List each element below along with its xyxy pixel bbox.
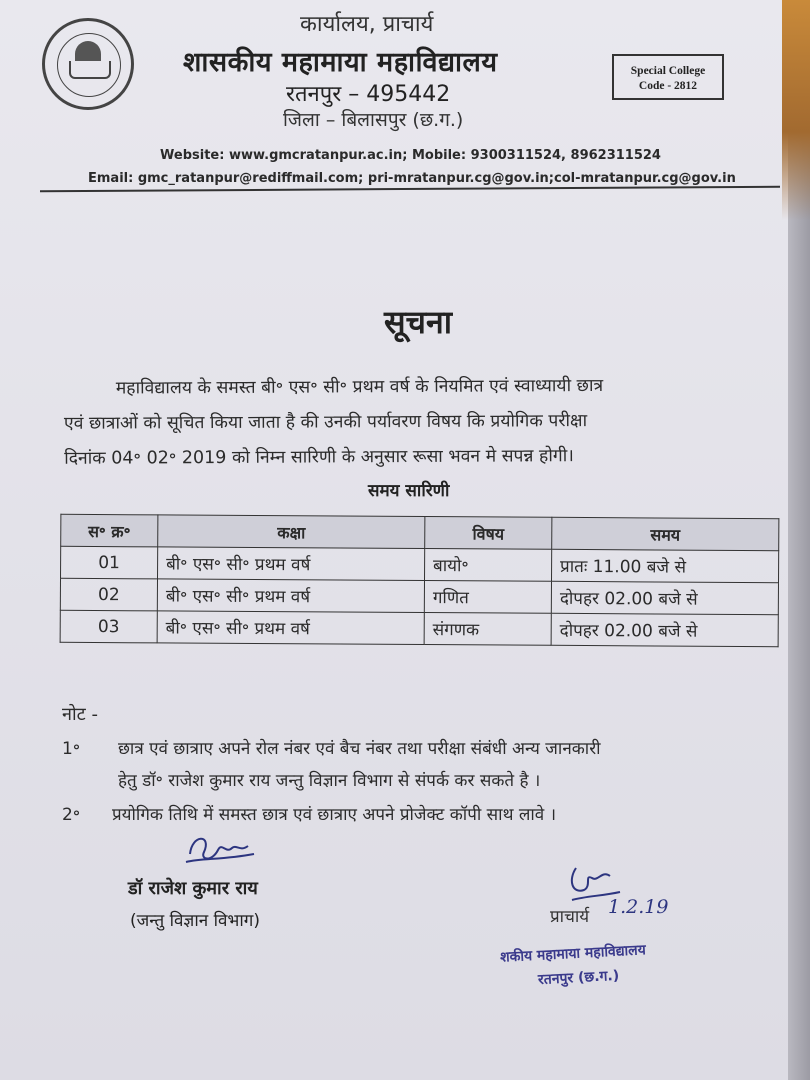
table-header-row [61,514,779,550]
note-2-number: 2॰ [62,805,81,825]
college-city: रतनपुर – 495442 [286,82,451,107]
cell-subject: संगणक [424,613,551,646]
signatory-name: डॉ राजेश कुमार राय [128,878,258,899]
college-code-box [612,54,724,100]
college-name: शासकीय महामाया महाविद्यालय [183,47,498,78]
notice-line-3: दिनांक 04॰ 02॰ 2019 को निम्न सारिणी के अनुसार रूसा भवन मे सपन्न होगी। [64,446,574,469]
note-1-line-2: हेतु डॉ॰ राजेश कुमार राय जन्तु विज्ञान विभाग से संपर्क कर सकते है । [118,771,541,791]
note-2-line-1: प्रयोगिक तिथि में समस्त छात्र एवं छात्राए अपने प्रोजेक्ट कॉपी साथ लावे । [112,805,557,825]
cell-serial: 01 [61,546,158,579]
note-1-number: 1॰ [62,739,81,759]
header-subject: विषय [425,517,552,550]
stamp-college-city: रतनपुर (छ.ग.) [537,967,620,989]
header-serial: स॰ क्र॰ [61,514,158,547]
schedule-title: समय सारिणी [368,481,450,501]
table-row [60,610,778,646]
cell-subject: गणित [424,581,551,614]
cell-class: बी॰ एस॰ सी॰ प्रथम वर्ष [157,579,424,613]
background-corner [782,0,810,220]
cell-class: बी॰ एस॰ सी॰ प्रथम वर्ष [158,547,425,581]
handwritten-date: 1.2.19 [608,896,669,918]
seal-temple-icon [75,41,101,61]
left-signature-icon [182,824,262,874]
stamp-college-name: शकीय महामाया महाविद्यालय [499,942,647,966]
table-row [61,546,779,582]
notice-title: सूचना [384,303,453,341]
seal-book-icon [69,61,111,79]
cell-subject: बायो॰ [424,549,551,582]
cell-serial: 02 [60,578,157,611]
notice-line-2: एवं छात्राओं को सूचित किया जाता है की उनकी पर्यावरण विषय कि प्रयोगिक परीक्षा [63,411,588,434]
signatory-department: (जन्तु विज्ञान विभाग) [130,911,260,931]
cell-time: प्रातः 11.00 बजे से [551,549,778,582]
cell-class: बी॰ एस॰ सी॰ प्रथम वर्ष [157,611,424,645]
website-line: Website: www.gmcratanpur.ac.in; Mobile: 9300311524, 8962311524 [160,148,661,163]
cell-time: दोपहर 02.00 बजे से [551,581,778,614]
note-1-line-1: छात्र एवं छात्राए अपने रोल नंबर एवं बैच नंबर तथा परीक्षा संबंधी अन्य जानकारी [118,739,601,759]
college-district: जिला – बिलासपुर (छ.ग.) [283,109,464,131]
cell-serial: 03 [60,610,157,643]
cell-time: दोपहर 02.00 बजे से [551,613,778,646]
schedule-table [60,514,780,647]
code-line-1: Special College [630,65,706,77]
office-label: कार्यालय, प्राचार्य [300,12,434,37]
header-time: समय [552,517,779,550]
code-line-2: Code - 2812 [638,80,698,92]
notice-paragraph [64,368,755,477]
notes-heading: नोट - [62,704,98,725]
email-line: Email: gmc_ratanpur@rediffmail.com; pri-mratanpur.cg@gov.in;col-mratanpur.cg@gov.in [88,171,736,186]
principal-title: प्राचार्य [550,907,590,927]
college-seal-icon [42,18,134,110]
notice-line-1: महाविद्यालय के समस्त बी॰ एस॰ सी॰ प्रथम वर्ष के नियमित एवं स्वाध्यायी छात्र [115,375,604,399]
table-row [60,578,778,614]
header-class: कक्षा [158,515,425,549]
